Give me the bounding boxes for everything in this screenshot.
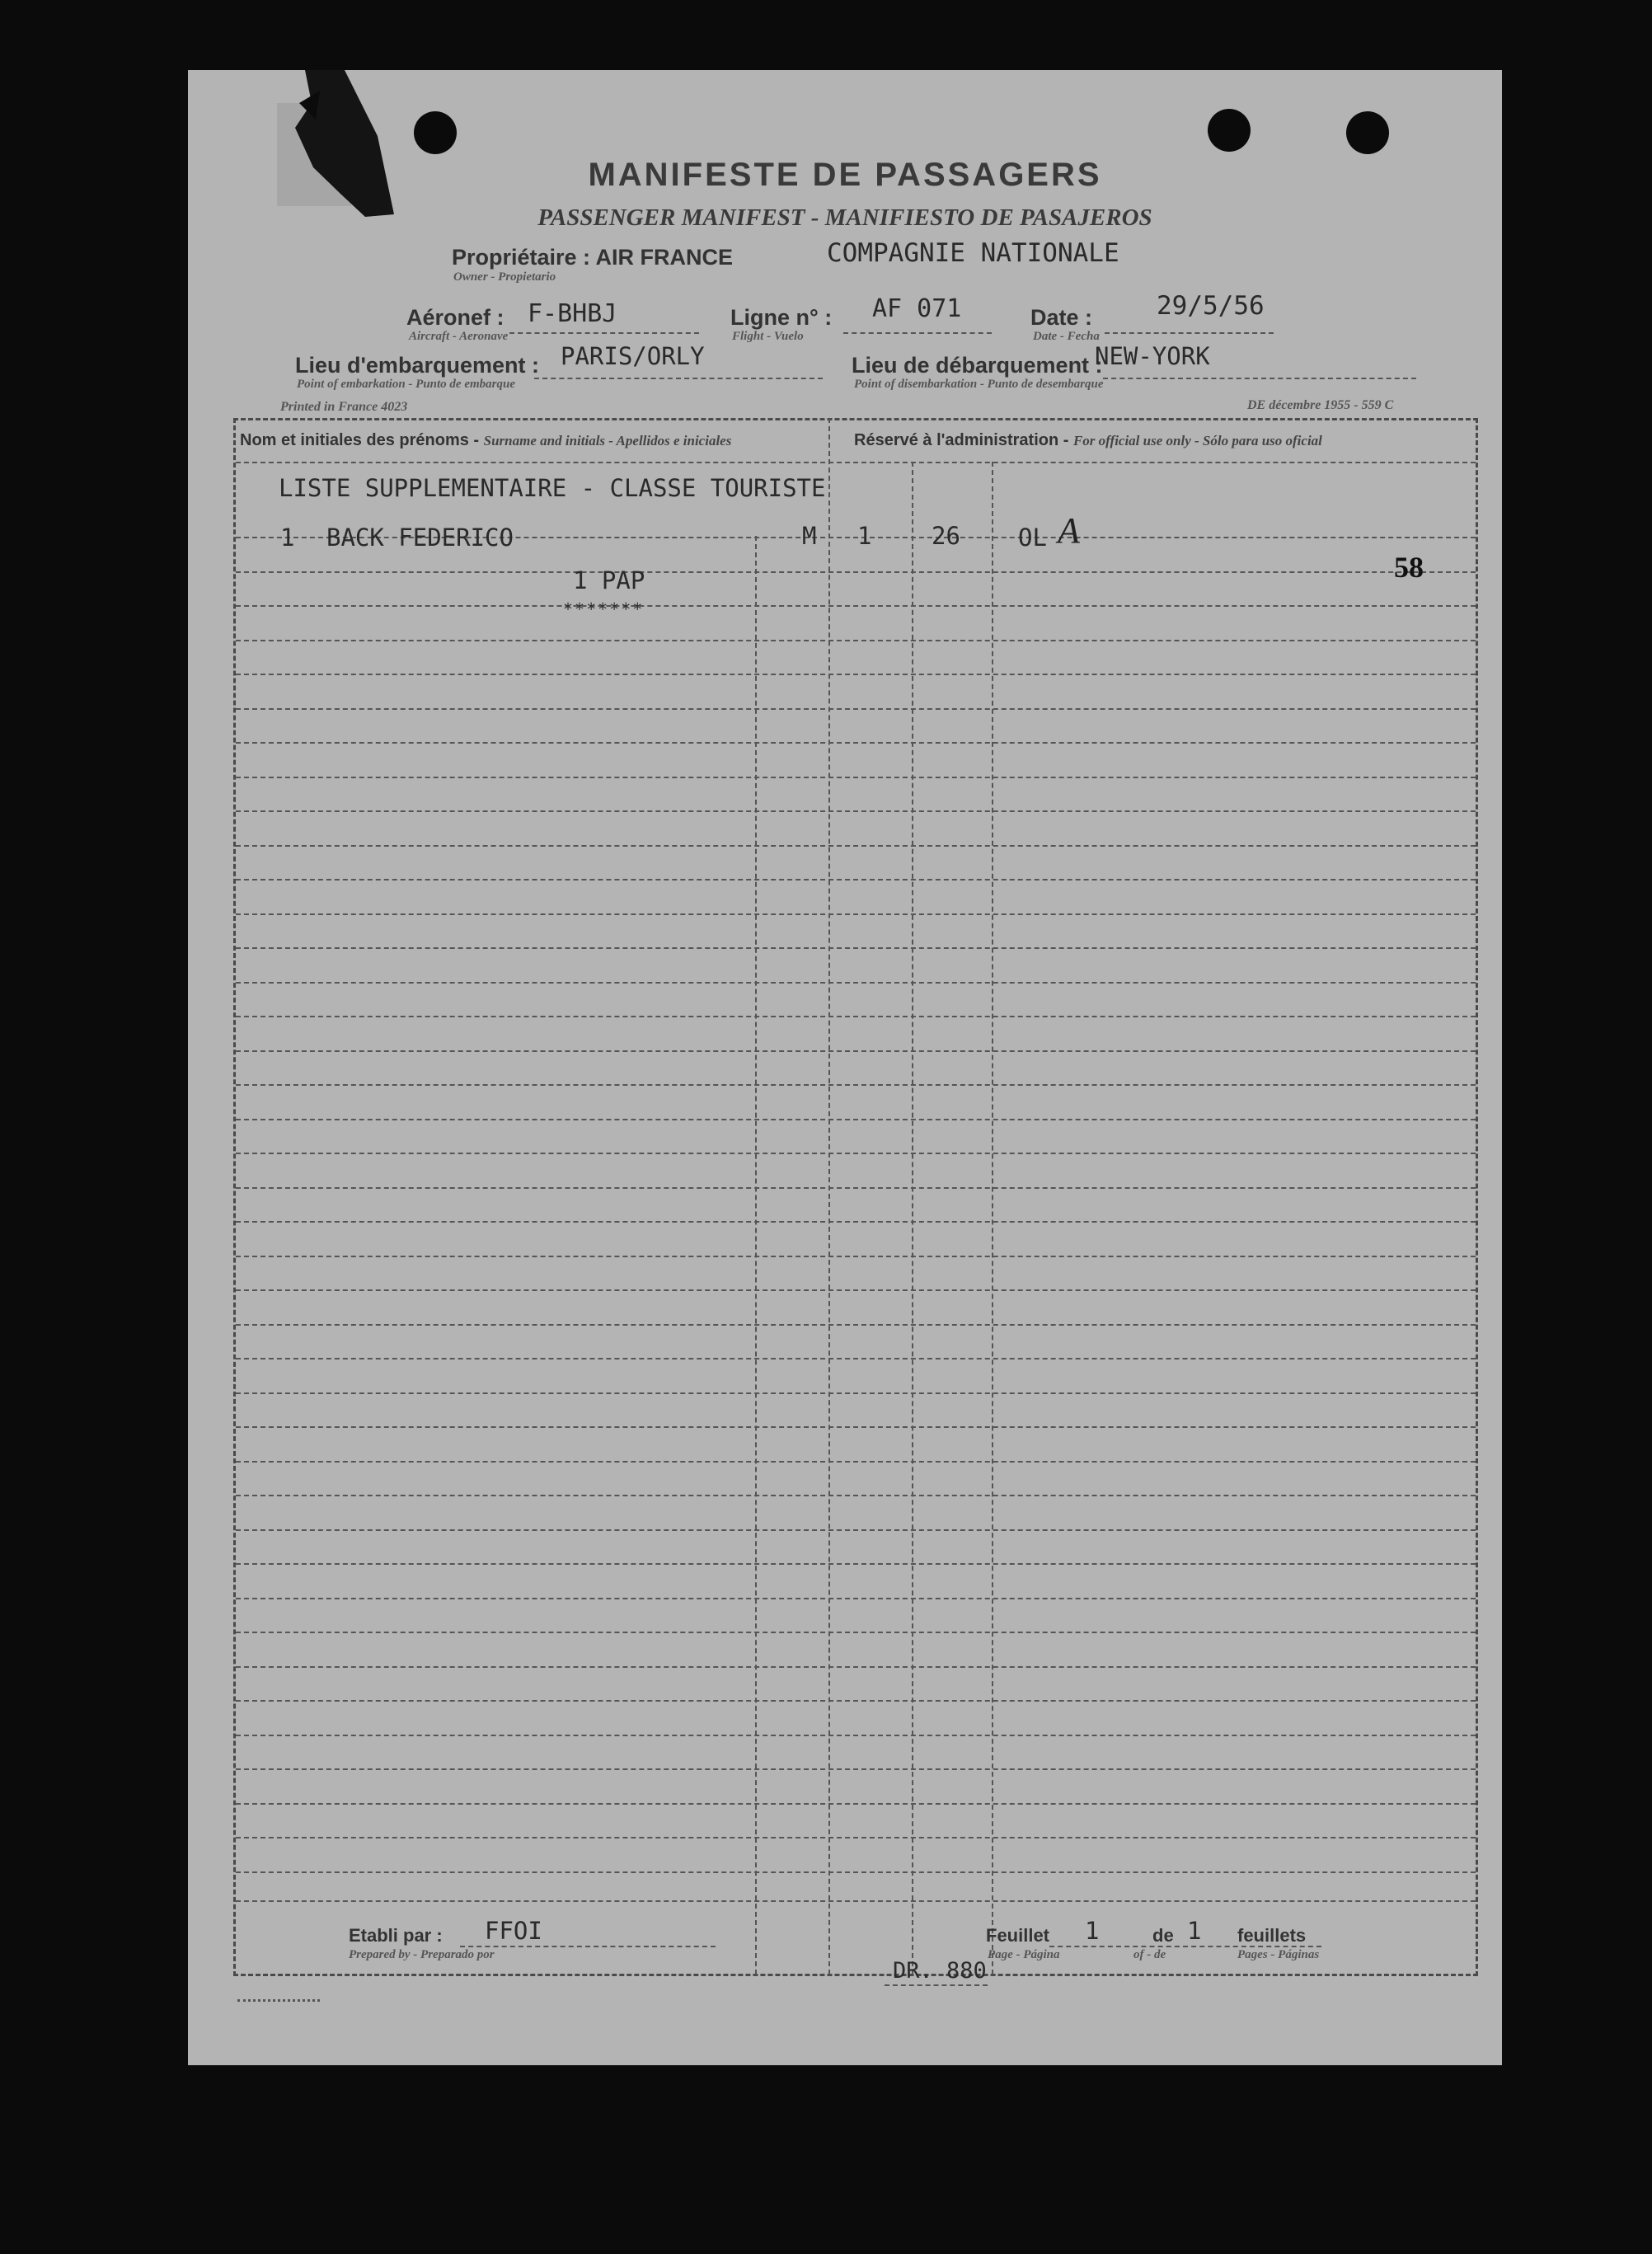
table-rule-line bbox=[236, 1221, 1476, 1223]
manifest-title: MANIFESTE DE PASSAGERS bbox=[588, 157, 1102, 193]
table-rule-line bbox=[236, 1666, 1476, 1668]
punch-hole-mid bbox=[1208, 109, 1251, 152]
table-rule-line bbox=[236, 1598, 1476, 1599]
aircraft-label: Aéronef : bbox=[406, 305, 505, 330]
column-divider-admin bbox=[828, 418, 830, 1975]
pages-sublabel: Pages - Páginas bbox=[1237, 1948, 1320, 1961]
reference-underline bbox=[885, 1984, 988, 1986]
table-rule-line bbox=[236, 1803, 1476, 1805]
side-number: 58 bbox=[1394, 551, 1424, 584]
prepared-underline bbox=[460, 1946, 716, 1947]
aircraft-value: F-BHBJ bbox=[528, 299, 617, 328]
flight-underline bbox=[843, 332, 992, 334]
owner-value: COMPAGNIE NATIONALE bbox=[827, 238, 1119, 268]
list-title: LISTE SUPPLEMENTAIRE - CLASSE TOURISTE bbox=[279, 474, 826, 502]
names-column-header: Nom et initiales des prénoms - Surname and initials - Apellidos e iniciales bbox=[240, 431, 732, 449]
flight-label: Ligne n° : bbox=[730, 305, 833, 330]
torn-corner bbox=[254, 70, 398, 218]
manifest-sheet bbox=[188, 70, 1502, 2065]
table-rule-line bbox=[236, 1016, 1476, 1017]
admin-column-header: Réservé à l'administration - For official use only - Sólo para uso oficial bbox=[854, 431, 1322, 449]
column-divider-names bbox=[755, 536, 757, 1975]
passenger-name: BACK FEDERICO bbox=[326, 524, 514, 552]
of-label: de bbox=[1152, 1925, 1174, 1946]
flight-value: AF 071 bbox=[872, 294, 962, 323]
table-rule-line bbox=[236, 1324, 1476, 1326]
table-rule-line bbox=[236, 640, 1476, 641]
table-rule-line bbox=[236, 1426, 1476, 1428]
aircraft-underline bbox=[509, 332, 699, 334]
table-rule-line bbox=[236, 913, 1476, 915]
table-rule-line bbox=[236, 947, 1476, 949]
reference-number: DR. 880 bbox=[893, 1958, 987, 1984]
table-rule-line bbox=[236, 1563, 1476, 1565]
manifest-table-frame bbox=[233, 418, 1478, 1976]
table-rule-line bbox=[236, 1632, 1476, 1633]
table-rule-line bbox=[236, 1084, 1476, 1086]
punch-hole-right bbox=[1346, 111, 1389, 154]
table-rule-line bbox=[236, 1050, 1476, 1052]
table-rule-line bbox=[236, 1900, 1476, 1902]
aircraft-sublabel: Aircraft - Aeronave bbox=[409, 330, 509, 343]
owner-label: Propriétaire : AIR FRANCE bbox=[452, 245, 734, 270]
passenger-age: 26 bbox=[932, 522, 960, 550]
embark-underline bbox=[534, 378, 823, 379]
sheets-label: feuillets bbox=[1237, 1925, 1307, 1946]
punch-hole-left bbox=[414, 111, 457, 154]
manifest-subtitle: PASSENGER MANIFEST - MANIFIESTO DE PASAJEROS bbox=[537, 204, 1152, 231]
table-rule-line bbox=[236, 845, 1476, 847]
of-sublabel: of - de bbox=[1133, 1948, 1166, 1961]
names-header-en: Surname and initials - Apellidos e iniciales bbox=[483, 433, 732, 448]
table-rule-line bbox=[236, 1187, 1476, 1189]
page-sublabel: Page - Página bbox=[988, 1948, 1060, 1961]
table-rule-line bbox=[236, 674, 1476, 675]
disembark-underline bbox=[1103, 378, 1416, 379]
names-header-fr: Nom et initiales des prénoms bbox=[240, 431, 469, 449]
summary-stars: ******* bbox=[563, 599, 645, 619]
table-rule-line bbox=[236, 1495, 1476, 1496]
date-underline bbox=[1105, 332, 1274, 334]
embark-label: Lieu d'embarquement : bbox=[295, 353, 539, 378]
passenger-number: 1 bbox=[280, 524, 295, 552]
table-rule-line bbox=[236, 1461, 1476, 1463]
table-rule-line bbox=[236, 879, 1476, 880]
table-rule-line bbox=[236, 1768, 1476, 1770]
table-rule-line bbox=[236, 777, 1476, 778]
passenger-count: 1 bbox=[857, 522, 872, 550]
prepared-sublabel: Prepared by - Preparado por bbox=[349, 1948, 495, 1961]
sheet-underline bbox=[1049, 1946, 1321, 1947]
owner-sublabel: Owner - Propietario bbox=[453, 270, 556, 284]
printer-mark bbox=[237, 1999, 320, 2005]
table-rule-line bbox=[236, 1529, 1476, 1531]
table-rule-line bbox=[236, 1358, 1476, 1359]
embark-sublabel: Point of embarkation - Punto de embarque bbox=[297, 378, 516, 391]
prepared-value: FFOI bbox=[485, 1917, 542, 1945]
table-rule-line bbox=[236, 462, 1476, 463]
date-sublabel: Date - Fecha bbox=[1033, 330, 1100, 343]
sheet-number: 1 bbox=[1085, 1917, 1100, 1945]
passenger-code: OL bbox=[1018, 524, 1047, 552]
admin-header-fr: Réservé à l'administration bbox=[854, 431, 1059, 449]
disembark-value: NEW-YORK bbox=[1095, 342, 1210, 370]
sheet-label: Feuillet bbox=[986, 1925, 1050, 1946]
table-rule-line bbox=[236, 605, 1476, 607]
embark-value: PARIS/ORLY bbox=[561, 342, 705, 370]
table-rule-line bbox=[236, 1392, 1476, 1394]
table-rule-line bbox=[236, 1871, 1476, 1873]
disembark-sublabel: Point of disembarkation - Punto de desembarque bbox=[854, 378, 1104, 391]
table-rule-line bbox=[236, 810, 1476, 812]
admin-header-en: For official use only - Sólo para uso oficial bbox=[1072, 433, 1322, 448]
date-value: 29/5/56 bbox=[1157, 291, 1265, 321]
table-rule-line bbox=[236, 1700, 1476, 1702]
table-rule-line bbox=[236, 1735, 1476, 1736]
column-divider-4 bbox=[992, 462, 993, 1975]
summary-count: 1 PAP bbox=[573, 566, 645, 594]
table-rule-line bbox=[236, 742, 1476, 744]
table-rule-line bbox=[236, 1119, 1476, 1120]
printed-note: Printed in France 4023 bbox=[280, 400, 408, 414]
passenger-handwritten-mark: A bbox=[1058, 510, 1080, 551]
passenger-sex: M bbox=[802, 522, 817, 550]
table-rule-line bbox=[236, 1289, 1476, 1291]
table-rule-line bbox=[236, 1256, 1476, 1257]
table-rule-line bbox=[236, 1153, 1476, 1154]
table-rule-line bbox=[236, 571, 1476, 573]
prepared-label: Etabli par : bbox=[349, 1925, 443, 1946]
form-code: DE décembre 1955 - 559 C bbox=[1247, 398, 1394, 412]
date-label: Date : bbox=[1030, 305, 1093, 330]
sheet-total: 1 bbox=[1187, 1917, 1202, 1945]
table-rule-line bbox=[236, 1837, 1476, 1838]
flight-sublabel: Flight - Vuelo bbox=[732, 330, 804, 343]
table-rule-line bbox=[236, 708, 1476, 710]
table-rule-line bbox=[236, 982, 1476, 984]
disembark-label: Lieu de débarquement : bbox=[852, 353, 1103, 378]
column-divider-3 bbox=[912, 462, 913, 1975]
